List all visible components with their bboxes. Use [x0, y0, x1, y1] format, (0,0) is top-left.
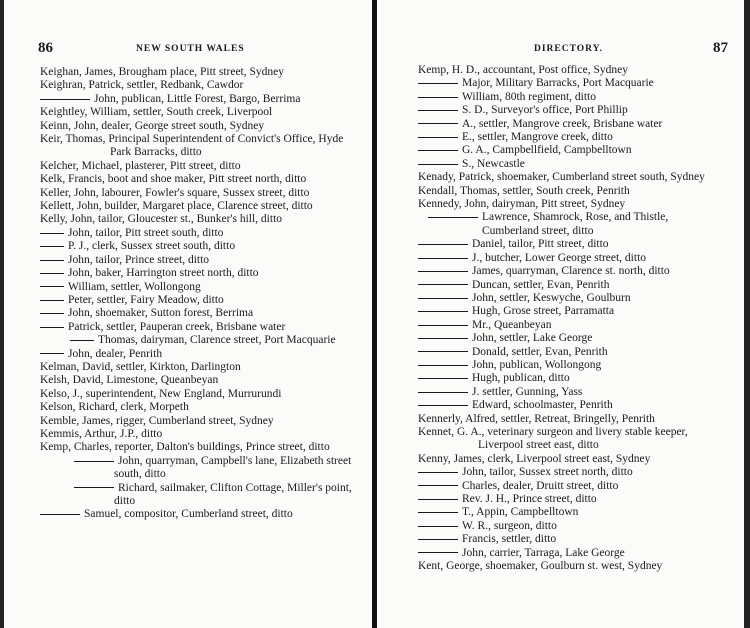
directory-entry: Kelson, Richard, clerk, Morpeth: [40, 401, 189, 414]
directory-entry: J., butcher, Lower George street, ditto: [418, 252, 722, 265]
ditto-dash: [418, 392, 468, 393]
ditto-dash: [418, 472, 458, 473]
ditto-dash: [74, 487, 114, 488]
directory-entry: John, tailor, Pitt street south, ditto: [40, 227, 360, 240]
directory-entry: G. A., Campbellfield, Campbelltown: [418, 144, 722, 157]
directory-entries: [418, 64, 722, 573]
directory-entry: John, shoemaker, Sutton forest, Berrima: [40, 307, 360, 320]
ditto-dash: [418, 325, 468, 326]
directory-entry: S. D., Surveyor's office, Port Phillip: [418, 104, 722, 117]
directory-entry: John, tailor, Sussex street north, ditto: [418, 466, 722, 479]
directory-entry: Keightley, William, settler, South creek, Liverpool: [40, 106, 273, 119]
ditto-dash: [40, 353, 64, 354]
book-gutter: [372, 0, 377, 628]
ditto-dash: [418, 97, 458, 98]
directory-entry: Keighran, Patrick, settler, Redbank, Cawdor: [40, 79, 244, 92]
ditto-dash: [418, 298, 468, 299]
ditto-dash: [428, 217, 478, 218]
page-number: 87: [713, 40, 728, 56]
directory-entry: Keighan, James, Brougham place, Pitt street, Sydney: [40, 66, 285, 78]
directory-entry: John, settler, Lake George: [418, 332, 722, 345]
directory-entry: Peter, settler, Fairy Meadow, ditto: [40, 294, 360, 307]
directory-entry: P. J., clerk, Sussex street south, ditto: [40, 240, 360, 253]
directory-entry: Lawrence, Shamrock, Rose, and Thistle, Cumberland street, ditto: [418, 211, 722, 238]
directory-entry: Kendall, Thomas, settler, South creek, Penrith: [418, 184, 630, 197]
ditto-dash: [418, 365, 468, 366]
directory-entry: Kelly, John, tailor, Gloucester st., Bunker's hill, ditto: [40, 213, 283, 226]
ditto-dash: [40, 313, 64, 314]
directory-entry: John, publican, Wollongong: [418, 359, 722, 372]
ditto-dash: [418, 150, 458, 151]
left-page-edge: [0, 0, 4, 628]
directory-entry: E., settler, Mangrove creek, ditto: [418, 131, 722, 144]
ditto-dash: [40, 233, 64, 234]
ditto-dash: [418, 539, 458, 540]
directory-entry: Keller, John, labourer, Fowler's square, Sussex street, ditto: [40, 186, 310, 199]
ditto-dash: [418, 512, 458, 513]
ditto-dash: [418, 499, 458, 500]
running-head: NEW SOUTH WALES: [136, 44, 245, 54]
directory-entry: Kenny, James, clerk, Liverpool street east, Sydney: [418, 452, 651, 465]
ditto-dash: [40, 99, 90, 100]
right-page: [386, 0, 732, 628]
directory-entry: Kellett, John, builder, Margaret place, Clarence street, ditto: [40, 200, 313, 213]
ditto-dash: [418, 526, 458, 527]
directory-entry: J. settler, Gunning, Yass: [418, 386, 722, 399]
directory-entry: Samuel, compositor, Cumberland street, ditto: [40, 508, 360, 521]
directory-entry: John, quarryman, Campbell's lane, Elizabeth street south, ditto: [40, 455, 360, 482]
directory-entry: T., Appin, Campbelltown: [418, 506, 722, 519]
directory-entry: Kent, George, shoemaker, Goulburn st. west, Sydney: [418, 560, 663, 573]
directory-entry: Hugh, publican, ditto: [418, 372, 722, 385]
directory-entry: John, dealer, Penrith: [40, 348, 360, 361]
directory-entry: Kemp, H. D., accountant, Post office, Sydney: [418, 64, 628, 76]
left-page-header: [18, 40, 368, 60]
ditto-dash: [70, 340, 94, 341]
directory-entry: John, tailor, Prince street, ditto: [40, 254, 360, 267]
ditto-dash: [40, 273, 64, 274]
ditto-dash: [418, 137, 458, 138]
directory-entry: William, 80th regiment, ditto: [418, 91, 722, 104]
ditto-dash: [418, 83, 458, 84]
ditto-dash: [418, 378, 468, 379]
directory-entry: Francis, settler, ditto: [418, 533, 722, 546]
directory-entry: Kennedy, John, dairyman, Pitt street, Sydney: [418, 198, 626, 211]
directory-entry: Edward, schoolmaster, Penrith: [418, 399, 722, 412]
ditto-dash: [40, 246, 64, 247]
directory-entry: S., Newcastle: [418, 158, 722, 171]
directory-entry: William, settler, Wollongong: [40, 281, 360, 294]
directory-entry: Richard, sailmaker, Clifton Cottage, Miller's point, ditto: [40, 482, 360, 509]
ditto-dash: [418, 351, 468, 352]
directory-entry: Mr., Queanbeyan: [418, 319, 722, 332]
directory-entry: Kelso, J., superintendent, New England, Murrurundi: [40, 387, 282, 400]
ditto-dash: [418, 164, 458, 165]
page-number: 86: [38, 40, 53, 56]
directory-entry: Keinn, John, dealer, George street south, Sydney: [40, 119, 265, 132]
directory-entry: Donald, settler, Evan, Penrith: [418, 346, 722, 359]
directory-entry: Major, Military Barracks, Port Macquarie: [418, 77, 722, 90]
ditto-dash: [40, 260, 64, 261]
ditto-dash: [40, 300, 64, 301]
ditto-dash: [418, 485, 458, 486]
directory-entry: Kemmis, Arthur, J.P., ditto: [40, 427, 163, 440]
directory-entry: Kelk, Francis, boot and shoe maker, Pitt street north, ditto: [40, 173, 307, 186]
directory-entry: Kemble, James, rigger, Cumberland street, Sydney: [40, 414, 274, 427]
directory-entry: Kemp, Charles, reporter, Dalton's buildings, Prince street, ditto: [40, 441, 330, 454]
ditto-dash: [40, 514, 80, 515]
ditto-dash: [418, 311, 468, 312]
directory-entry: John, baker, Harrington street north, ditto: [40, 267, 360, 280]
directory-entry: Kelcher, Michael, plasterer, Pitt street, ditto: [40, 159, 241, 172]
ditto-dash: [418, 271, 468, 272]
ditto-dash: [40, 327, 64, 328]
ditto-dash: [418, 338, 468, 339]
ditto-dash: [74, 461, 114, 462]
directory-entry: John, publican, Little Forest, Bargo, Berrima: [40, 93, 360, 106]
directory-entry: Kelman, David, settler, Kirkton, Darlington: [40, 360, 241, 373]
directory-entry: A., settler, Mangrove creek, Brisbane water: [418, 118, 722, 131]
directory-entry: Charles, dealer, Druitt street, ditto: [418, 480, 722, 493]
directory-entry: Thomas, dairyman, Clarence street, Port Macquarie: [40, 334, 360, 347]
ditto-dash: [418, 244, 468, 245]
left-page: [18, 0, 368, 628]
directory-entry: Kennet, G. A., veterinary surgeon and livery stable keeper, Liverpool street east, ditto: [418, 425, 688, 452]
directory-entry: W. R., surgeon, ditto: [418, 520, 722, 533]
directory-entry: Hugh, Grose street, Parramatta: [418, 305, 722, 318]
directory-entry: Kennerly, Alfred, settler, Retreat, Bringelly, Penrith: [418, 412, 655, 425]
ditto-dash: [418, 258, 468, 259]
directory-entry: Kelsh, David, Limestone, Queanbeyan: [40, 374, 219, 387]
directory-entries: [40, 66, 360, 522]
directory-entry: John, carrier, Tarraga, Lake George: [418, 547, 722, 560]
right-page-edge: [744, 0, 750, 628]
directory-entry: Duncan, settler, Evan, Penrith: [418, 279, 722, 292]
directory-entry: Kenady, Patrick, shoemaker, Cumberland street south, Sydney: [418, 171, 705, 184]
directory-entry: Rev. J. H., Prince street, ditto: [418, 493, 722, 506]
directory-entry: John, settler, Keswyche, Goulburn: [418, 292, 722, 305]
directory-entry: Patrick, settler, Pauperan creek, Brisbane water: [40, 321, 360, 334]
ditto-dash: [418, 405, 468, 406]
directory-entry: Keir, Thomas, Principal Superintendent of Convict's Office, Hyde Park Barracks, ditto: [40, 133, 344, 159]
running-head: DIRECTORY.: [534, 44, 604, 54]
directory-entry: James, quarryman, Clarence st. north, ditto: [418, 265, 722, 278]
directory-entry: Daniel, tailor, Pitt street, ditto: [418, 238, 722, 251]
ditto-dash: [418, 552, 458, 553]
ditto-dash: [418, 284, 468, 285]
right-page-header: [386, 40, 732, 60]
ditto-dash: [418, 110, 458, 111]
ditto-dash: [418, 123, 458, 124]
ditto-dash: [40, 286, 64, 287]
